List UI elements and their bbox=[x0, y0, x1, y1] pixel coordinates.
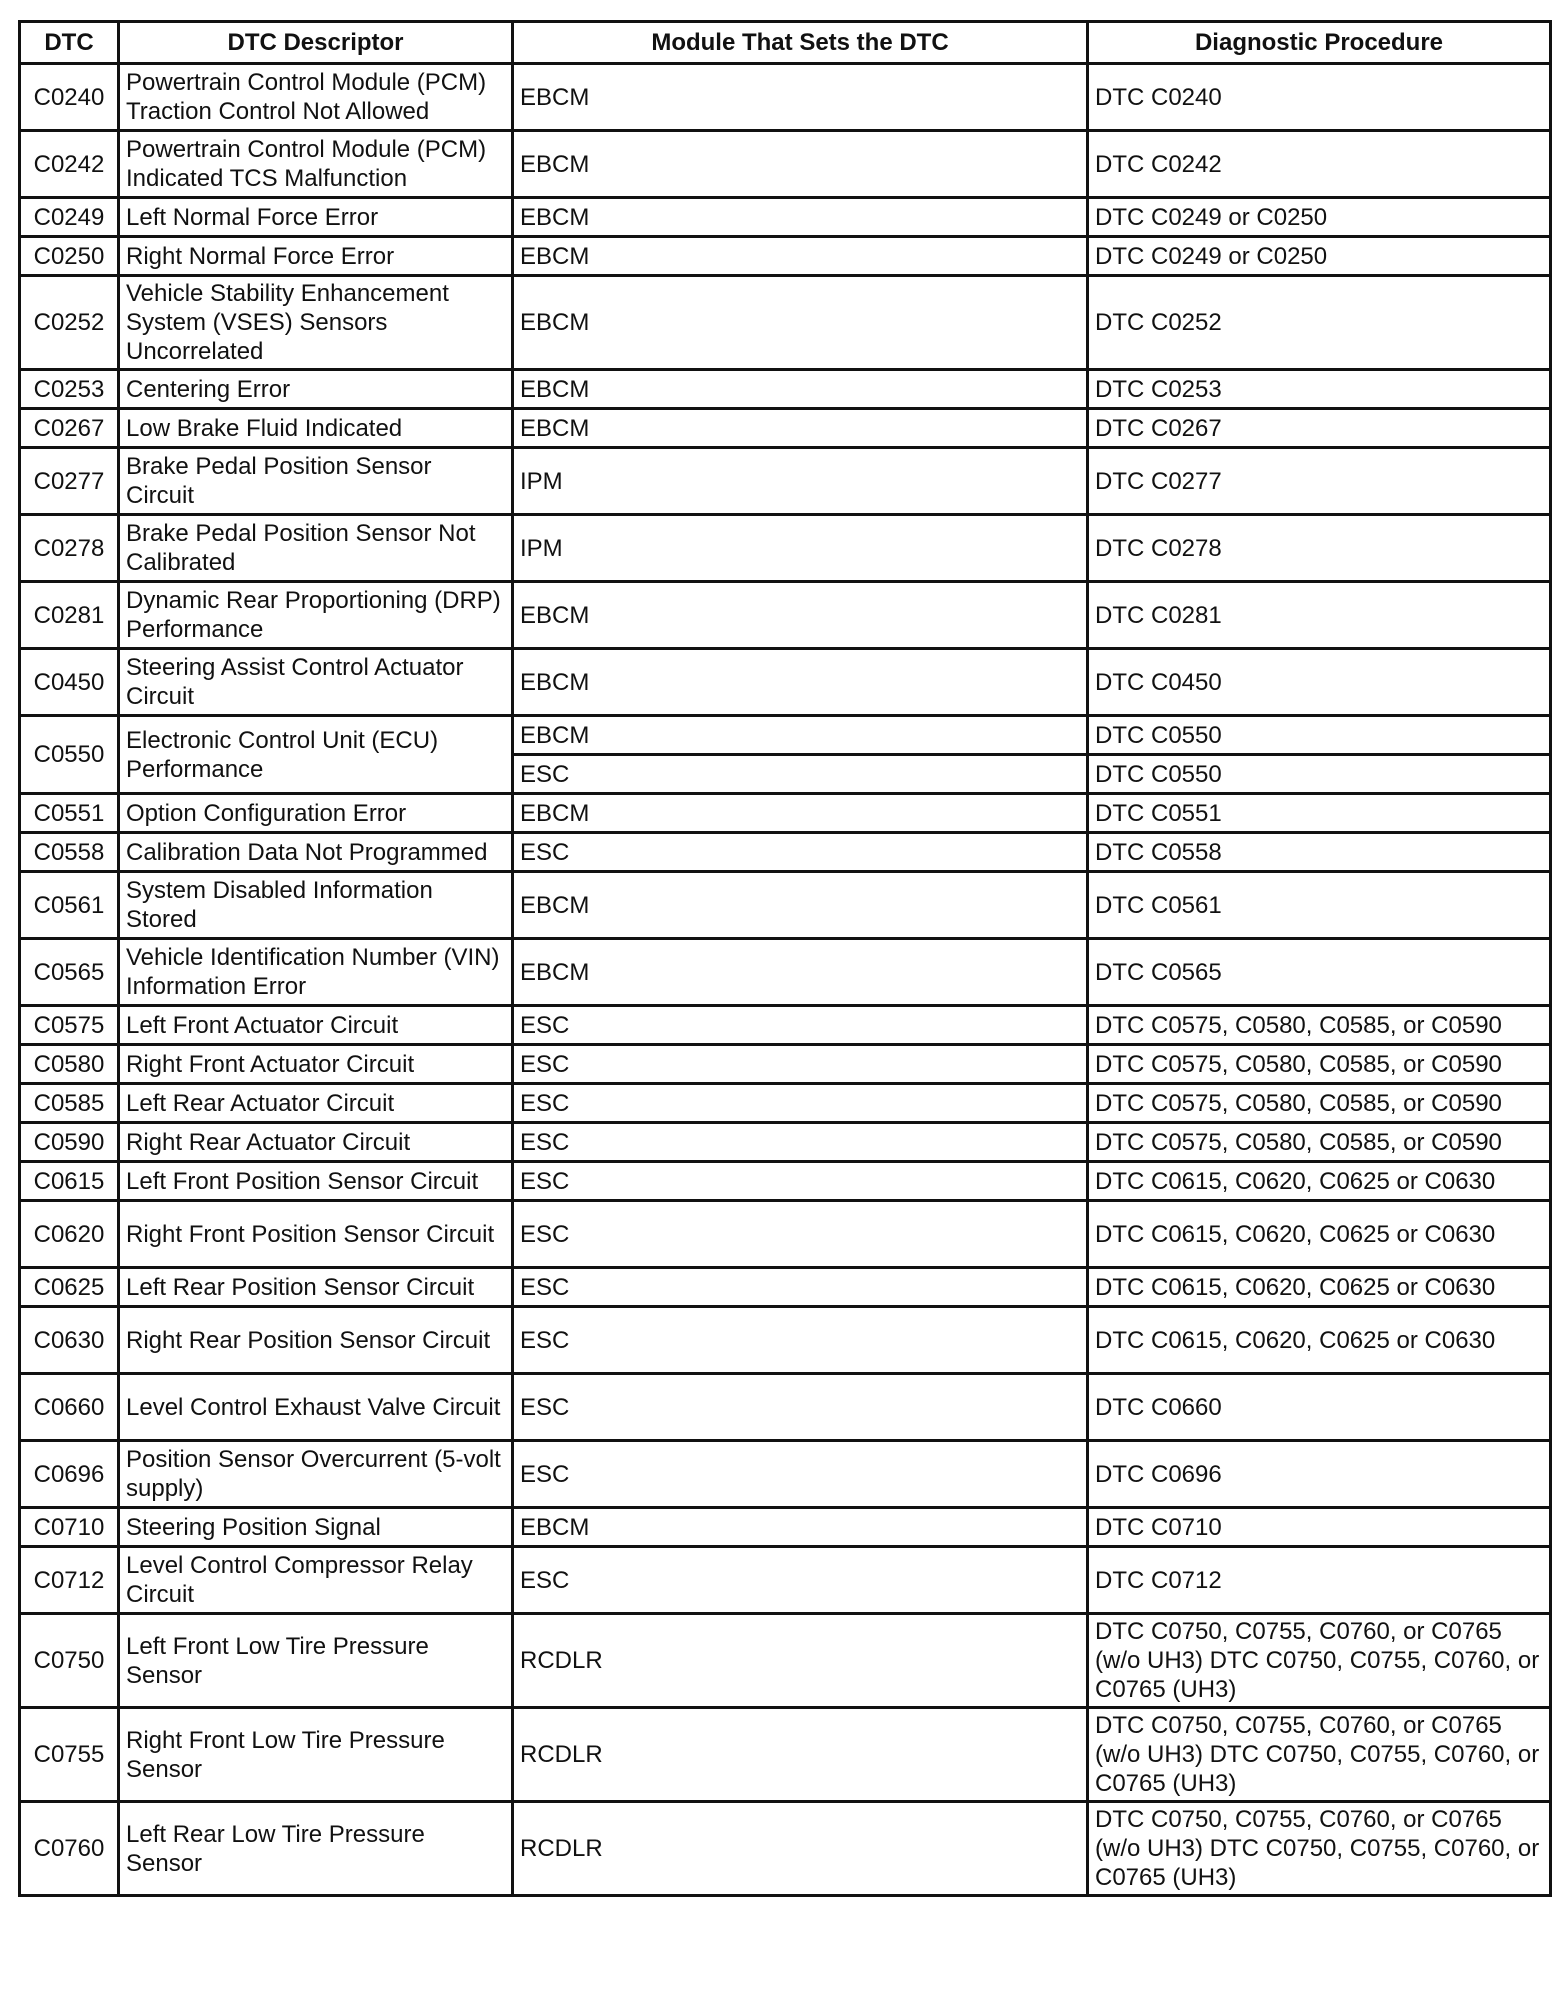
cell-dtc-descriptor: Right Front Low Tire Pressure Sensor bbox=[119, 1708, 513, 1802]
cell-diagnostic-procedure: DTC C0267 bbox=[1088, 409, 1551, 448]
table-row bbox=[20, 1374, 1551, 1441]
table-row bbox=[20, 515, 1551, 582]
cell-dtc-code: C0625 bbox=[20, 1268, 119, 1307]
cell-dtc-code: C0450 bbox=[20, 649, 119, 716]
cell-module: EBCM bbox=[513, 276, 1088, 370]
cell-module: ESC bbox=[513, 1123, 1088, 1162]
cell-dtc-descriptor: Low Brake Fluid Indicated bbox=[119, 409, 513, 448]
cell-dtc-descriptor: Brake Pedal Position Sensor Circuit bbox=[119, 448, 513, 515]
cell-dtc-code: C0240 bbox=[20, 64, 119, 131]
cell-module: ESC bbox=[513, 1441, 1088, 1508]
table-row bbox=[20, 198, 1551, 237]
cell-diagnostic-procedure: DTC C0615, C0620, C0625 or C0630 bbox=[1088, 1162, 1551, 1201]
cell-dtc-code: C0710 bbox=[20, 1508, 119, 1547]
cell-diagnostic-procedure: DTC C0696 bbox=[1088, 1441, 1551, 1508]
cell-module: ESC bbox=[513, 1162, 1088, 1201]
cell-dtc-descriptor: Level Control Compressor Relay Circuit bbox=[119, 1547, 513, 1614]
cell-dtc-code: C0267 bbox=[20, 409, 119, 448]
cell-dtc-code: C0750 bbox=[20, 1614, 119, 1708]
cell-module: ESC bbox=[513, 755, 1088, 794]
cell-diagnostic-procedure: DTC C0712 bbox=[1088, 1547, 1551, 1614]
cell-diagnostic-procedure: DTC C0253 bbox=[1088, 370, 1551, 409]
cell-dtc-code: C0565 bbox=[20, 939, 119, 1006]
table-row bbox=[20, 716, 1551, 755]
cell-diagnostic-procedure: DTC C0750, C0755, C0760, or C0765 (w/o UH3) DTC C0750, C0755, C0760, or C0765 (UH3) bbox=[1088, 1614, 1551, 1708]
cell-dtc-code: C0242 bbox=[20, 131, 119, 198]
cell-module: EBCM bbox=[513, 649, 1088, 716]
cell-dtc-code: C0585 bbox=[20, 1084, 119, 1123]
cell-module: EBCM bbox=[513, 794, 1088, 833]
cell-dtc-descriptor: Right Normal Force Error bbox=[119, 237, 513, 276]
cell-dtc-descriptor: Powertrain Control Module (PCM) Indicated TCS Malfunction bbox=[119, 131, 513, 198]
header-module: Module That Sets the DTC bbox=[513, 22, 1088, 64]
cell-dtc-code: C0249 bbox=[20, 198, 119, 237]
cell-diagnostic-procedure: DTC C0565 bbox=[1088, 939, 1551, 1006]
header-procedure: Diagnostic Procedure bbox=[1088, 22, 1551, 64]
table-row bbox=[20, 1162, 1551, 1201]
table-row bbox=[20, 872, 1551, 939]
table-row bbox=[20, 1802, 1551, 1896]
header-descriptor: DTC Descriptor bbox=[119, 22, 513, 64]
cell-dtc-descriptor: Right Front Actuator Circuit bbox=[119, 1045, 513, 1084]
cell-dtc-descriptor: Steering Position Signal bbox=[119, 1508, 513, 1547]
table-row bbox=[20, 649, 1551, 716]
cell-dtc-descriptor: System Disabled Information Stored bbox=[119, 872, 513, 939]
cell-module: EBCM bbox=[513, 131, 1088, 198]
cell-dtc-code: C0760 bbox=[20, 1802, 119, 1896]
cell-dtc-descriptor: Left Front Actuator Circuit bbox=[119, 1006, 513, 1045]
cell-module: IPM bbox=[513, 448, 1088, 515]
table-row bbox=[20, 794, 1551, 833]
cell-dtc-code: C0630 bbox=[20, 1307, 119, 1374]
table-row bbox=[20, 1084, 1551, 1123]
cell-module: ESC bbox=[513, 1201, 1088, 1268]
table-body bbox=[20, 64, 1551, 1896]
cell-module: EBCM bbox=[513, 716, 1088, 755]
table-header-row bbox=[20, 22, 1551, 64]
cell-module: ESC bbox=[513, 1045, 1088, 1084]
cell-dtc-descriptor: Dynamic Rear Proportioning (DRP) Performance bbox=[119, 582, 513, 649]
table-row bbox=[20, 1547, 1551, 1614]
cell-dtc-descriptor: Powertrain Control Module (PCM) Traction Control Not Allowed bbox=[119, 64, 513, 131]
table-row bbox=[20, 1006, 1551, 1045]
cell-diagnostic-procedure: DTC C0550 bbox=[1088, 716, 1551, 755]
cell-diagnostic-procedure: DTC C0750, C0755, C0760, or C0765 (w/o UH3) DTC C0750, C0755, C0760, or C0765 (UH3) bbox=[1088, 1802, 1551, 1896]
cell-dtc-descriptor: Left Front Low Tire Pressure Sensor bbox=[119, 1614, 513, 1708]
cell-dtc-descriptor: Vehicle Identification Number (VIN) Information Error bbox=[119, 939, 513, 1006]
cell-diagnostic-procedure: DTC C0450 bbox=[1088, 649, 1551, 716]
cell-diagnostic-procedure: DTC C0551 bbox=[1088, 794, 1551, 833]
cell-dtc-descriptor: Option Configuration Error bbox=[119, 794, 513, 833]
cell-module: ESC bbox=[513, 1374, 1088, 1441]
cell-dtc-descriptor: Left Rear Position Sensor Circuit bbox=[119, 1268, 513, 1307]
cell-diagnostic-procedure: DTC C0750, C0755, C0760, or C0765 (w/o UH3) DTC C0750, C0755, C0760, or C0765 (UH3) bbox=[1088, 1708, 1551, 1802]
cell-dtc-code: C0575 bbox=[20, 1006, 119, 1045]
cell-diagnostic-procedure: DTC C0240 bbox=[1088, 64, 1551, 131]
cell-module: ESC bbox=[513, 1307, 1088, 1374]
cell-dtc-code: C0558 bbox=[20, 833, 119, 872]
table-row bbox=[20, 1045, 1551, 1084]
cell-dtc-code: C0278 bbox=[20, 515, 119, 582]
cell-diagnostic-procedure: DTC C0278 bbox=[1088, 515, 1551, 582]
cell-dtc-code: C0712 bbox=[20, 1547, 119, 1614]
table-row bbox=[20, 1708, 1551, 1802]
cell-dtc-code: C0550 bbox=[20, 716, 119, 794]
cell-dtc-code: C0551 bbox=[20, 794, 119, 833]
cell-dtc-code: C0281 bbox=[20, 582, 119, 649]
cell-dtc-descriptor: Left Rear Low Tire Pressure Sensor bbox=[119, 1802, 513, 1896]
table-row bbox=[20, 833, 1551, 872]
cell-dtc-descriptor: Electronic Control Unit (ECU) Performance bbox=[119, 716, 513, 794]
table-row bbox=[20, 1508, 1551, 1547]
cell-diagnostic-procedure: DTC C0615, C0620, C0625 or C0630 bbox=[1088, 1268, 1551, 1307]
cell-dtc-descriptor: Right Rear Actuator Circuit bbox=[119, 1123, 513, 1162]
cell-dtc-descriptor: Steering Assist Control Actuator Circuit bbox=[119, 649, 513, 716]
cell-module: ESC bbox=[513, 1006, 1088, 1045]
cell-dtc-code: C0252 bbox=[20, 276, 119, 370]
cell-dtc-code: C0590 bbox=[20, 1123, 119, 1162]
table-row bbox=[20, 64, 1551, 131]
cell-diagnostic-procedure: DTC C0249 or C0250 bbox=[1088, 198, 1551, 237]
cell-module: EBCM bbox=[513, 1508, 1088, 1547]
dtc-table bbox=[18, 20, 1552, 1897]
cell-module: EBCM bbox=[513, 237, 1088, 276]
cell-dtc-code: C0615 bbox=[20, 1162, 119, 1201]
cell-dtc-code: C0253 bbox=[20, 370, 119, 409]
cell-module: EBCM bbox=[513, 370, 1088, 409]
cell-diagnostic-procedure: DTC C0249 or C0250 bbox=[1088, 237, 1551, 276]
table-row bbox=[20, 1614, 1551, 1708]
cell-dtc-descriptor: Calibration Data Not Programmed bbox=[119, 833, 513, 872]
cell-dtc-descriptor: Position Sensor Overcurrent (5-volt supply) bbox=[119, 1441, 513, 1508]
cell-dtc-descriptor: Left Front Position Sensor Circuit bbox=[119, 1162, 513, 1201]
table-row bbox=[20, 1123, 1551, 1162]
cell-diagnostic-procedure: DTC C0575, C0580, C0585, or C0590 bbox=[1088, 1045, 1551, 1084]
table-row bbox=[20, 1201, 1551, 1268]
table-row bbox=[20, 582, 1551, 649]
cell-diagnostic-procedure: DTC C0281 bbox=[1088, 582, 1551, 649]
table-row bbox=[20, 939, 1551, 1006]
cell-diagnostic-procedure: DTC C0558 bbox=[1088, 833, 1551, 872]
cell-diagnostic-procedure: DTC C0575, C0580, C0585, or C0590 bbox=[1088, 1006, 1551, 1045]
table-row bbox=[20, 370, 1551, 409]
cell-diagnostic-procedure: DTC C0575, C0580, C0585, or C0590 bbox=[1088, 1123, 1551, 1162]
cell-dtc-code: C0696 bbox=[20, 1441, 119, 1508]
cell-diagnostic-procedure: DTC C0550 bbox=[1088, 755, 1551, 794]
cell-module: IPM bbox=[513, 515, 1088, 582]
cell-dtc-descriptor: Left Rear Actuator Circuit bbox=[119, 1084, 513, 1123]
table-row bbox=[20, 1441, 1551, 1508]
table-row bbox=[20, 448, 1551, 515]
cell-module: EBCM bbox=[513, 409, 1088, 448]
table-row bbox=[20, 1268, 1551, 1307]
cell-dtc-code: C0755 bbox=[20, 1708, 119, 1802]
cell-module: EBCM bbox=[513, 939, 1088, 1006]
table-row bbox=[20, 409, 1551, 448]
table-row bbox=[20, 237, 1551, 276]
cell-module: EBCM bbox=[513, 872, 1088, 939]
cell-module: ESC bbox=[513, 1268, 1088, 1307]
cell-module: EBCM bbox=[513, 64, 1088, 131]
cell-dtc-code: C0580 bbox=[20, 1045, 119, 1084]
cell-dtc-descriptor: Left Normal Force Error bbox=[119, 198, 513, 237]
cell-module: EBCM bbox=[513, 198, 1088, 237]
cell-dtc-descriptor: Right Front Position Sensor Circuit bbox=[119, 1201, 513, 1268]
table-row bbox=[20, 276, 1551, 370]
cell-module: ESC bbox=[513, 1547, 1088, 1614]
cell-diagnostic-procedure: DTC C0660 bbox=[1088, 1374, 1551, 1441]
cell-diagnostic-procedure: DTC C0615, C0620, C0625 or C0630 bbox=[1088, 1307, 1551, 1374]
cell-diagnostic-procedure: DTC C0615, C0620, C0625 or C0630 bbox=[1088, 1201, 1551, 1268]
cell-dtc-code: C0250 bbox=[20, 237, 119, 276]
cell-dtc-code: C0620 bbox=[20, 1201, 119, 1268]
table-row bbox=[20, 1307, 1551, 1374]
cell-diagnostic-procedure: DTC C0277 bbox=[1088, 448, 1551, 515]
header-dtc: DTC bbox=[20, 22, 119, 64]
cell-module: ESC bbox=[513, 833, 1088, 872]
cell-dtc-descriptor: Brake Pedal Position Sensor Not Calibrated bbox=[119, 515, 513, 582]
cell-module: EBCM bbox=[513, 582, 1088, 649]
cell-dtc-descriptor: Vehicle Stability Enhancement System (VSES) Sensors Uncorrelated bbox=[119, 276, 513, 370]
cell-diagnostic-procedure: DTC C0242 bbox=[1088, 131, 1551, 198]
cell-diagnostic-procedure: DTC C0710 bbox=[1088, 1508, 1551, 1547]
cell-dtc-code: C0277 bbox=[20, 448, 119, 515]
table-row bbox=[20, 131, 1551, 198]
cell-module: RCDLR bbox=[513, 1802, 1088, 1896]
cell-dtc-code: C0561 bbox=[20, 872, 119, 939]
cell-diagnostic-procedure: DTC C0561 bbox=[1088, 872, 1551, 939]
cell-module: RCDLR bbox=[513, 1708, 1088, 1802]
cell-dtc-code: C0660 bbox=[20, 1374, 119, 1441]
cell-module: ESC bbox=[513, 1084, 1088, 1123]
cell-module: RCDLR bbox=[513, 1614, 1088, 1708]
cell-diagnostic-procedure: DTC C0252 bbox=[1088, 276, 1551, 370]
cell-diagnostic-procedure: DTC C0575, C0580, C0585, or C0590 bbox=[1088, 1084, 1551, 1123]
cell-dtc-descriptor: Right Rear Position Sensor Circuit bbox=[119, 1307, 513, 1374]
cell-dtc-descriptor: Level Control Exhaust Valve Circuit bbox=[119, 1374, 513, 1441]
cell-dtc-descriptor: Centering Error bbox=[119, 370, 513, 409]
